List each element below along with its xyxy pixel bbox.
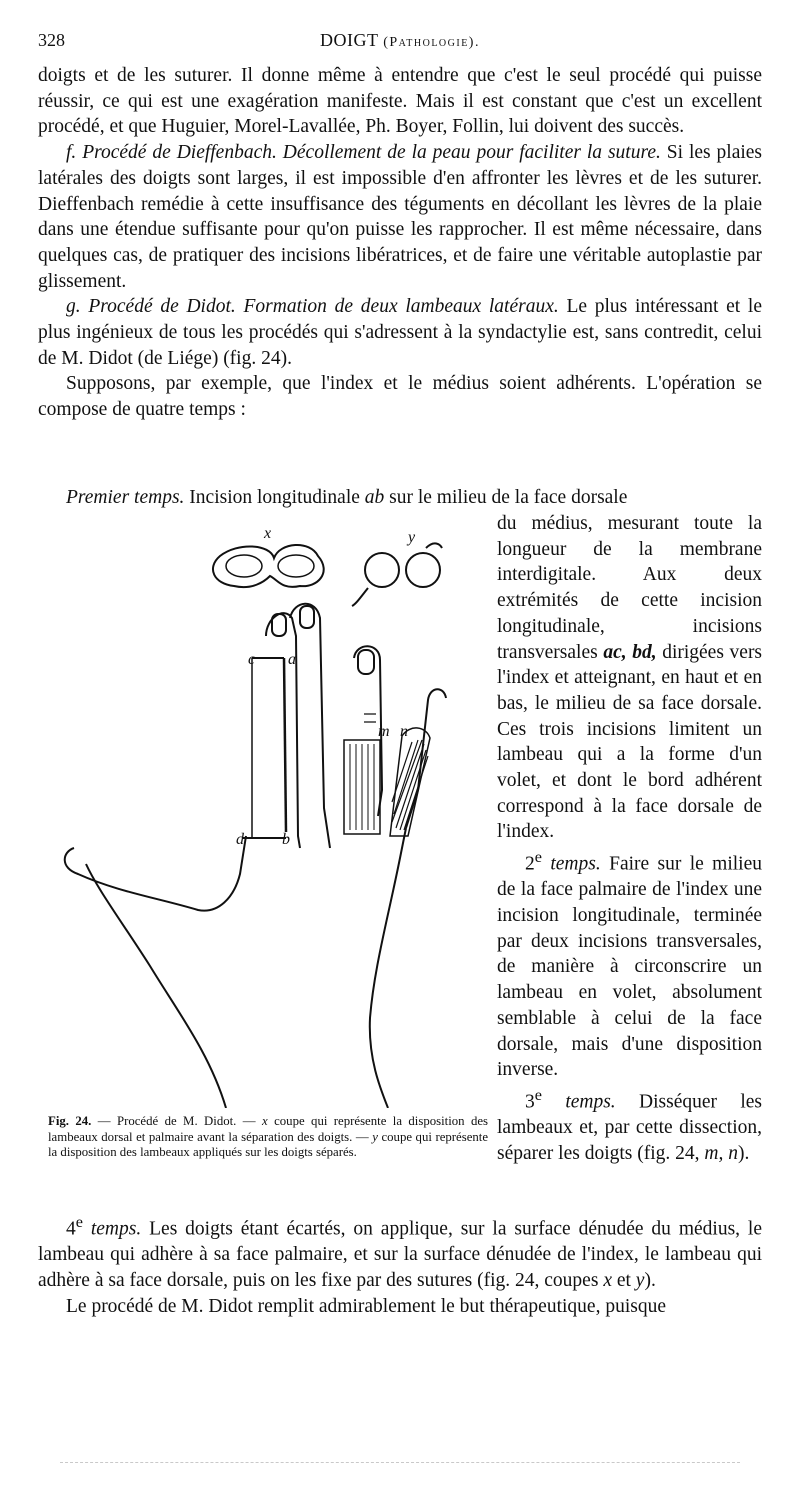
running-header [38,30,762,58]
palm-right [370,828,406,1108]
premier-temps-label: Premier temps. [66,487,185,508]
section-subtitle-f: Décollement de la peau pour faciliter la suture. [282,142,661,164]
t4-text: Les doigts étant écartés, on applique, sur la surface dénudée du médius, le lambeau qui adhère à sa face palmaire, et sur la surface dénudée de l'index, le lambeau qui adhère à sa face dorsale, puis on les fixe par des sutures (fig. 24, coupes [38,1218,762,1291]
t3-ref: (fig. 24, [637,1142,700,1164]
caption-text-1: — Procédé de M. Didot. — [97,1114,256,1128]
t3-sup: e [534,1085,542,1104]
section-title-g: Procédé de Didot. [88,296,236,318]
running-title-main: DOIGT [320,30,379,50]
index-nail [358,650,374,674]
t3-label: temps. [565,1091,616,1113]
t4-y: y [635,1269,645,1291]
label-m: m [378,723,390,740]
paragraph-intro: doigts et de les suturer. Il donne même à entendre que c'est le seul procédé qui puisse réussir, ce qui est une exagération manifeste. Mais il est constant que c'est un excellent procédé, et que Huguier, Morel-Lavallée, Ph. Boyer, Follin, lui doivent des succès. [38,65,762,138]
caption-text-2: coupe qui représente la disposition des lambeaux dorsal et palmaire avant la séparation des doigts. — [48,1114,489,1144]
hand-illustration [38,518,488,1108]
deuxieme-temps [497,845,762,1083]
t4-close: ). [644,1269,656,1291]
t4-label: temps. [90,1218,142,1240]
paragraph-last: Le procédé de M. Didot remplit admirablement le but thérapeutique, puisque [66,1295,666,1317]
paragraph-didot [38,294,762,371]
label-d: d [236,831,244,848]
section-text-g: Le plus intéressant et le plus ingénieux de tous les procédés qui s'adressent à la syndactylie est, sans contredit, celui de M. Didot (de Liége) (fig. 24). [38,296,762,369]
label-b: b [282,831,290,848]
label-a: a [288,651,296,668]
premier-temps-ab: ab [364,487,385,508]
main-text-top [38,63,762,423]
paragraph-supposons: Supposons, par exemple, que l'index et le médius soient adhérents. L'opération se compose de quatre temps : [38,373,762,421]
caption-y: y [372,1129,378,1144]
t1-text-c: dirigées vers l'index et atteignant, en haut et en bas, le milieu de sa face dorsale. Ces trois incisions limitent un lambeau qui a la forme d'un volet, et dont le bord adhérent correspond à la face dorsale de l'index. [497,641,763,843]
troisieme-temps [497,1083,762,1167]
t3-text: Disséquer les lambeaux et, par cette dissection, séparer les doigts [497,1091,763,1164]
scan-artifact-line [60,1462,740,1465]
premier-temps-line [38,485,762,511]
section-y-right [406,553,440,587]
palm-left [86,864,226,1108]
quatrieme-temps [38,1210,762,1294]
section-letter-g: g. [66,296,81,318]
t2-label: temps. [550,853,601,875]
t3-num: 3 [525,1091,535,1113]
section-x-left-hatch [226,555,262,577]
label-x: x [264,525,272,542]
t4-et: et [616,1269,631,1291]
section-x-outline [213,545,324,587]
section-x-right-hatch [278,555,314,577]
t1-acbd: ac, bd, [603,641,657,663]
label-c: c [248,651,256,668]
index-knuckle [364,714,376,722]
t2-text: Faire sur le milieu de la face palmaire de l'index une incision longitudinale, terminée par deux incisions transversales, de manière à circonscrire un lambeau en volet, absolument semblable à celui de la face dorsale, mais d'une disposition inverse. [497,853,762,1081]
figure-24 [38,518,488,1108]
paragraph-dieffenbach [38,140,762,294]
t4-num: 4 [66,1218,76,1240]
running-title [38,30,762,51]
page-number: 328 [38,30,65,50]
t2-num: 2 [525,853,535,875]
t3-n: n [728,1142,739,1164]
figure-caption [48,1114,488,1161]
label-n: n [400,723,408,740]
flap-m-hatching [350,744,374,830]
premier-temps-text-a: sur le milieu de la face dorsale [389,487,628,508]
section-subtitle-g: Formation de deux lambeaux latéraux. [243,296,559,318]
section-y-top [426,543,442,548]
incision-ab [284,658,286,832]
running-title-sub: (Pathologie). [383,35,480,50]
t4-x: x [603,1269,612,1291]
premier-temps-continuation [497,511,762,845]
caption-x: x [262,1114,268,1128]
premier-temps-lead: Incision longitudinale [189,487,360,508]
t3-m: m, [704,1142,724,1164]
section-text-f: Si les plaies latérales des doigts sont larges, il est impossible d'en affronter les lèvres et de les suturer. Dieffenbach remédie à cette insuffisance des téguments en décollant les lèvres de la plaie dans une étendue suffisante pour qu'on puisse les rapprocher. Il est même nécessaire, dans quelques cas, de pratiquer des incisions libératrices, et de faire une véritable autoplastie par glissement. [38,142,763,292]
caption-text-3: coupe qui représente la disposition des lambeaux appliqués sur les doigts séparés. [48,1129,489,1159]
t3-close: ). [738,1142,750,1164]
t2-sup: e [534,848,542,867]
middle-finger-outline [266,613,300,848]
section-y-flap [352,588,368,606]
thumb-outline [65,836,246,911]
right-column-text [497,511,762,1167]
section-letter-f: f. [66,142,77,164]
section-y-left [365,553,399,587]
caption-label: Fig. 24. [48,1114,92,1128]
t4-sup: e [75,1213,83,1231]
label-y: y [408,529,416,546]
ring-nail [300,606,314,628]
t1-text-b: du médius, mesurant toute la longueur de la membrane interdigitale. Aux deux extrémités de cette incision longitudinale, incisions transversales [497,513,762,663]
main-text-bottom [38,1210,762,1319]
section-title-f: Procédé de Dieffenbach. [82,142,277,164]
